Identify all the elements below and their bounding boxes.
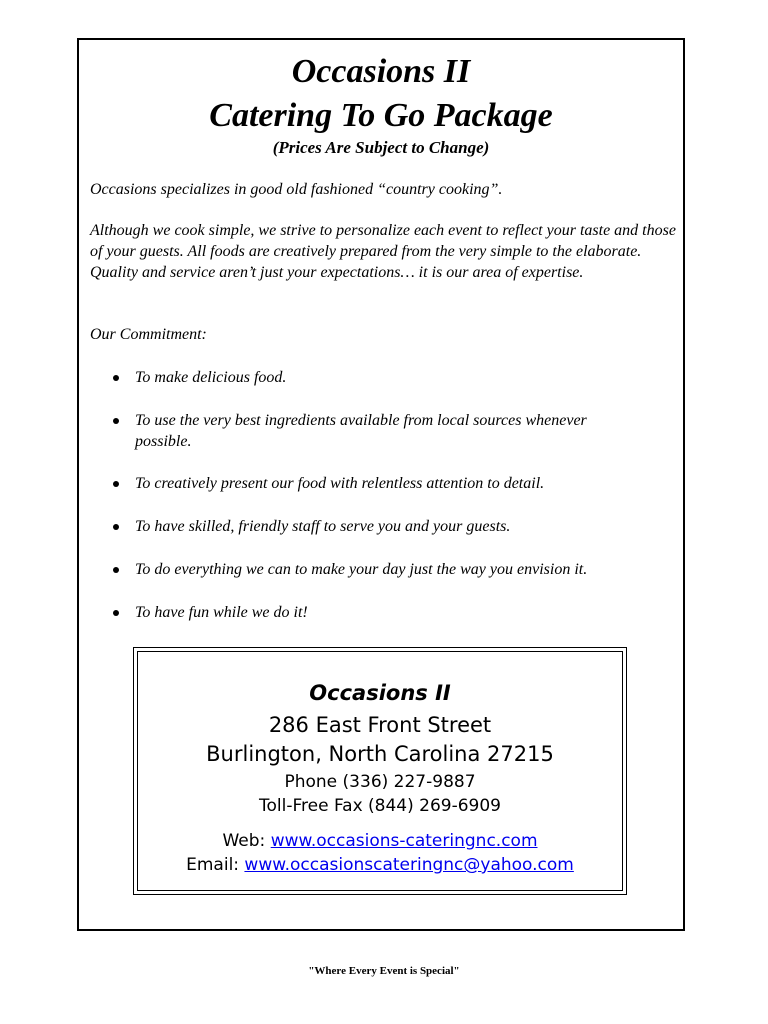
bullet-icon xyxy=(113,481,119,487)
business-name: Occasions II xyxy=(309,681,451,705)
commitment-heading: Our Commitment: xyxy=(90,326,207,343)
bullet-icon xyxy=(113,567,119,573)
email-link[interactable]: www.occasionscateringnc@yahoo.com xyxy=(244,855,574,875)
list-item-text: To do everything we can to make your day just the way you envision it. xyxy=(135,561,588,578)
email-line xyxy=(138,854,622,876)
list-item-text: To have skilled, friendly staff to serve you and your guests. xyxy=(135,518,511,535)
email-label: Email: xyxy=(186,855,245,875)
list-item xyxy=(79,602,679,623)
commitment-list xyxy=(79,367,679,645)
bullet-icon xyxy=(113,524,119,530)
contact-box xyxy=(133,647,627,895)
list-item-text: To have fun while we do it! xyxy=(135,604,308,621)
list-item-text: To use the very best ingredients available from local sources whenever possible. xyxy=(135,412,587,450)
page-title-subheading: Catering To Go Package xyxy=(209,97,553,134)
list-item-text: To make delicious food. xyxy=(135,369,287,386)
footer-tagline: "Where Every Event is Special" xyxy=(308,965,460,977)
contact-box-inner xyxy=(137,651,623,891)
website-link[interactable]: www.occasions-cateringnc.com xyxy=(270,831,538,851)
list-item xyxy=(79,516,679,537)
bullet-icon xyxy=(113,418,119,424)
street-address: 286 East Front Street xyxy=(268,713,492,737)
phone-number: Phone (336) 227-9887 xyxy=(284,772,476,792)
list-item xyxy=(79,473,679,494)
description-paragraph: Although we cook simple, we strive to personalize each event to reflect your taste and those of your guests. All foods are creatively prepared from the very simple to the elaborate. Quality and service aren’t just your expectations… it is our area of expertise. xyxy=(90,222,676,281)
list-item xyxy=(79,559,679,580)
bullet-icon xyxy=(113,610,119,616)
intro-text: Occasions specializes in good old fashioned “country cooking”. xyxy=(90,181,503,198)
bullet-icon xyxy=(113,375,119,381)
page-frame xyxy=(77,38,685,931)
page-title: Occasions II xyxy=(291,53,471,90)
list-item xyxy=(79,367,679,388)
price-notice: (Prices Are Subject to Change) xyxy=(272,138,490,157)
fax-number: Toll-Free Fax (844) 269-6909 xyxy=(258,796,502,816)
website-line xyxy=(138,830,622,852)
website-label: Web: xyxy=(222,831,271,851)
city-state-zip: Burlington, North Carolina 27215 xyxy=(206,742,554,766)
list-item-text: To creatively present our food with relentless attention to detail. xyxy=(135,475,545,492)
list-item xyxy=(79,410,679,452)
